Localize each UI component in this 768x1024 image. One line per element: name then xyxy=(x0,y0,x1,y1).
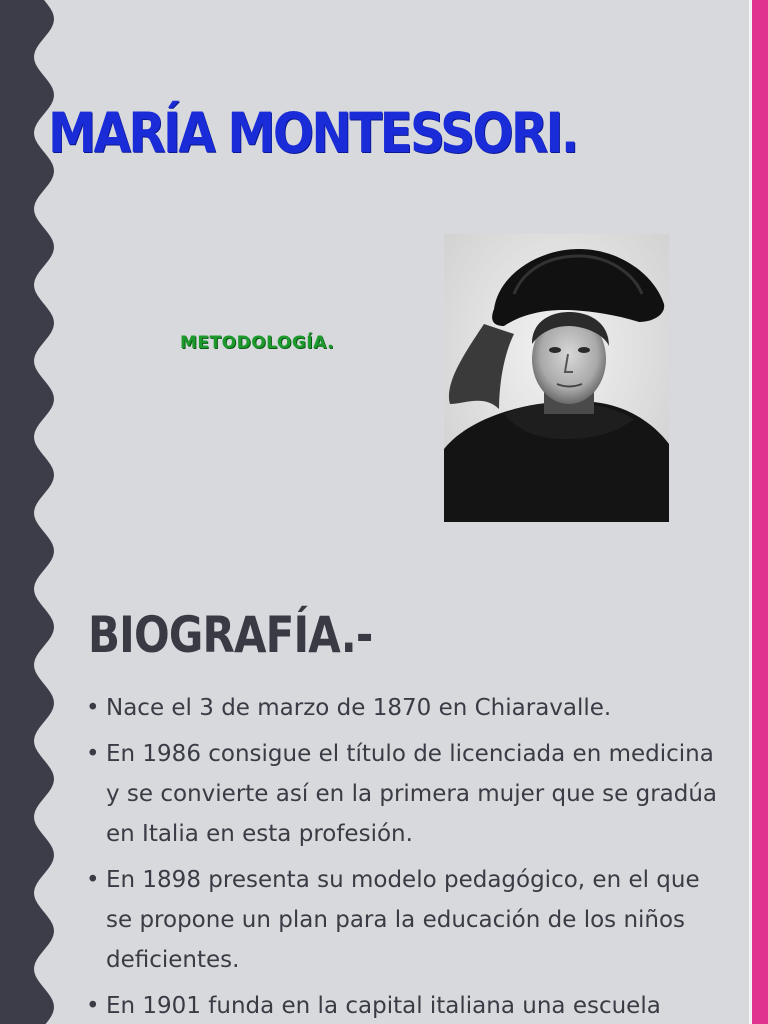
list-item xyxy=(86,688,726,728)
portrait-illustration xyxy=(444,234,669,522)
bullet-icon: • xyxy=(86,741,100,767)
list-item-text: En 1901 funda en la capital italiana una escuela xyxy=(106,993,661,1019)
list-item-text: Nace el 3 de marzo de 1870 en Chiaravalle. xyxy=(106,695,612,721)
list-item-text: En 1898 presenta su modelo pedagógico, en el que se propone un plan para la educación de los niños deficientes. xyxy=(106,867,700,973)
list-item xyxy=(86,986,726,1024)
section-heading: BIOGRAFÍA.- xyxy=(88,606,373,664)
slide-title: MARÍA MONTESSORI. xyxy=(48,101,577,165)
pink-accent-bar xyxy=(752,0,768,1024)
bullet-icon: • xyxy=(86,993,100,1019)
slide-subtitle: METODOLOGÍA. xyxy=(180,333,335,353)
list-item-text: En 1986 consigue el título de licenciada en medicina y se convierte así en la primera mujer que se gradúa en Italia en esta profesión. xyxy=(106,741,718,847)
bullet-icon: • xyxy=(86,867,100,893)
bullet-icon: • xyxy=(86,695,100,721)
list-item xyxy=(86,860,726,980)
biography-list xyxy=(86,688,726,1024)
portrait-photo xyxy=(444,234,669,522)
list-item xyxy=(86,734,726,854)
